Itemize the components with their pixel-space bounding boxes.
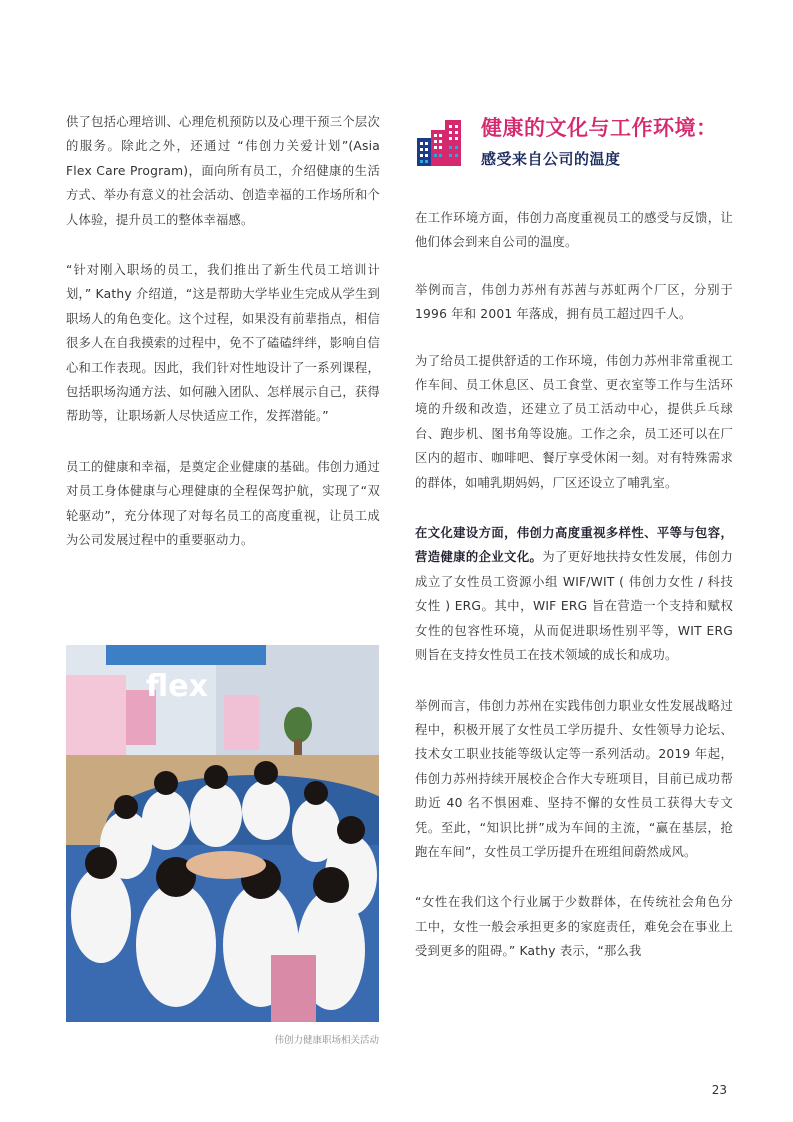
page-number: 23 bbox=[711, 1083, 727, 1097]
photo-caption: 伟创力健康职场相关活动 bbox=[274, 1035, 379, 1046]
bold-lead-text: 在文化建设方面，伟创力高度重视多样性、平等与包容，营造健康的企业文化。 bbox=[415, 526, 733, 565]
body-paragraph: 为了给员工提供舒适的工作环境，伟创力苏州非常重视工作车间、员工休息区、员工食堂、更衣室等工作与生活环境的升级和改造，还建立了员工活动中心，提供乒乓球台、跑步机、图书角等设施。工作之余，员工还可以在厂区内的超市、咖啡吧、餐厅享受休闲一刻。对有特殊需求的群体，如哺乳期妈妈，厂区还设立了哺乳室。 bbox=[415, 353, 733, 490]
body-paragraph: 员工的健康和幸福，是奠定企业健康的基础。伟创力通过对员工身体健康与心理健康的全程保驾护航，实现了“双轮驱动”，充分体现了对每名员工的高度重视，让员工成为公司发展过程中的重要驱动力。 bbox=[66, 459, 380, 548]
body-paragraph: 供了包括心理培训、心理危机预防以及心理干预三个层次的服务。除此之外，还通过 “伟创力关爱计划”(Asia Flex Care Program)，面向所有员工，介绍健康的生活方式、举办有意义的社会活动、创造幸福的工作场所和个人体验，提升员工的整体幸福感。 bbox=[66, 115, 380, 227]
body-paragraph: 举例而言，伟创力苏州在实践伟创力职业女性发展战略过程中，积极开展了女性员工学历提升、女性领导力论坛、技术女工职业技能等级认定等一系列活动。2019 年起，伟创力苏州持续开展校企合作大专班项目，目前已成功帮助近 40 名不惧困难、坚持不懈的女性员工获得大专文凭。至此，“知识比拼”成为车间的主流，“赢在基层，抢跑在车间”，女性员工学历提升在班组间蔚然成风。 bbox=[415, 698, 733, 859]
photo-banner-text: flex bbox=[146, 669, 208, 704]
event-photo bbox=[66, 645, 379, 1022]
section-subtitle: 感受来自公司的温度 bbox=[481, 150, 621, 168]
left-column bbox=[66, 110, 380, 579]
body-paragraph: “针对刚入职场的员工，我们推出了新生代员工培训计划，” Kathy 介绍道，“这是帮助大学毕业生完成从学生到职场人的角色变化。这个过程，如果没有前辈指点，相信很多人在自我摸索的过程中，免不了磕磕绊绊，影响自信心和工作表现。因此，我们针对性地设计了一系列课程，包括职场沟通方法、如何融入团队、怎样展示自己，获得帮助等，让职场新人尽快适应工作，发挥潜能。” bbox=[66, 263, 380, 424]
body-paragraph: 举例而言，伟创力苏州有苏茜与苏虹两个厂区，分别于 1996 年和 2001 年落成，拥有员工超过四千人。 bbox=[415, 282, 733, 322]
body-paragraph: “女性在我们这个行业属于少数群体，在传统社会角色分工中，女性一般会承担更多的家庭责任，难免会在事业上受到更多的阻碍。” Kathy 表示，“那么我 bbox=[415, 895, 733, 959]
body-paragraph bbox=[415, 521, 733, 667]
office-buildings-icon bbox=[415, 116, 467, 168]
body-paragraph: 在工作环境方面，伟创力高度重视员工的感受与反馈，让他们体会到来自公司的温度。 bbox=[415, 211, 733, 250]
right-column bbox=[415, 206, 733, 990]
paragraph-text: 为了更好地扶持女性发展，伟创力成立了女性员工资源小组 WIF/WIT ( 伟创力女性 / 科技女性 ) ERG。其中，WIF ERG 旨在营造一个支持和赋权女性的包容性环境，从而促进职场性别平等，WIT ERG 则旨在支持女性员工在技术领域的成长和成功。 bbox=[415, 550, 733, 663]
section-title: 健康的文化与工作环境： bbox=[481, 116, 718, 140]
